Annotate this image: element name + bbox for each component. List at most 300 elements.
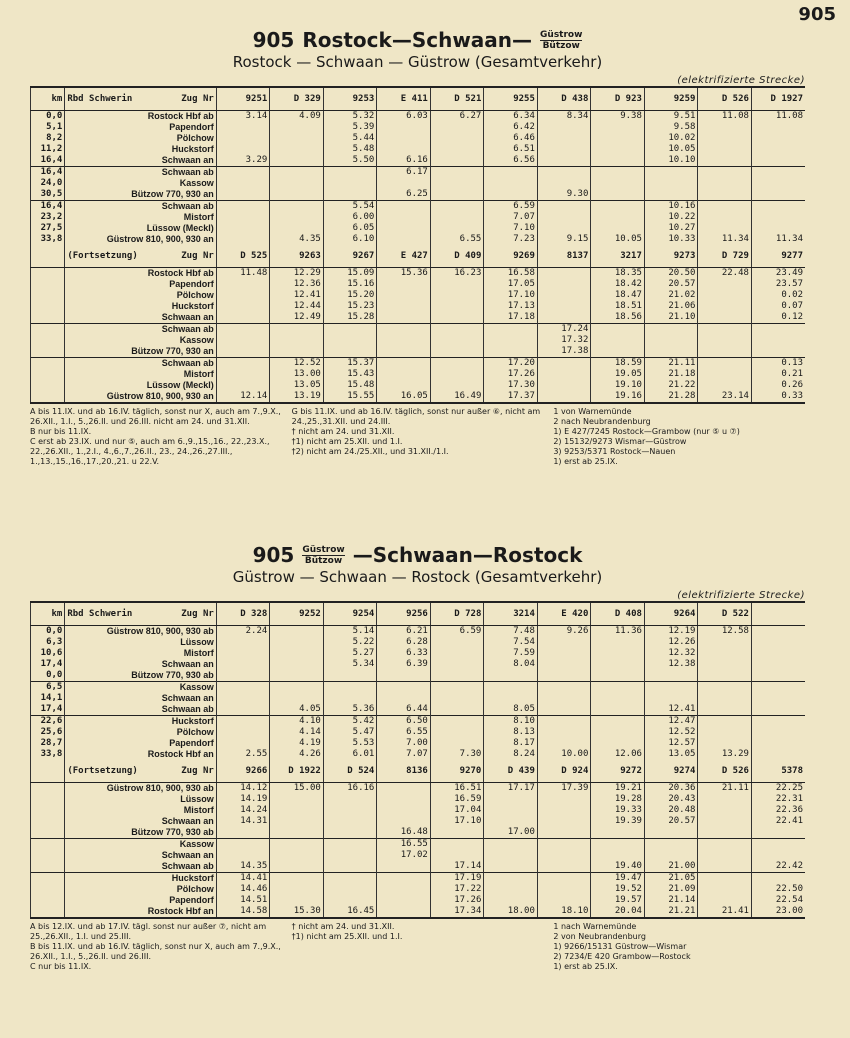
time-cell bbox=[216, 839, 270, 851]
time-cell: 0.02 bbox=[751, 290, 805, 301]
time-cell: 20.04 bbox=[591, 906, 645, 918]
table-row bbox=[31, 122, 806, 133]
time-cell: 10.05 bbox=[591, 234, 645, 245]
table-row bbox=[31, 704, 806, 716]
time-cell: 5.39 bbox=[323, 122, 377, 133]
time-cell bbox=[216, 369, 270, 380]
time-cell bbox=[698, 358, 752, 370]
time-cell: 13.19 bbox=[270, 391, 324, 403]
time-cell bbox=[323, 850, 377, 861]
notes-left bbox=[30, 407, 282, 467]
time-cell: 13.00 bbox=[270, 369, 324, 380]
time-cell: 23.00 bbox=[751, 906, 805, 918]
time-cell bbox=[591, 704, 645, 716]
time-cell bbox=[216, 827, 270, 839]
time-cell bbox=[270, 189, 324, 201]
time-cell bbox=[698, 380, 752, 391]
section-subtitle: Güstrow — Schwaan — Rostock (Gesamtverkehr) bbox=[232, 568, 603, 586]
time-cell bbox=[270, 693, 324, 704]
time-cell bbox=[216, 234, 270, 245]
time-cell bbox=[591, 335, 645, 346]
time-cell: 11.34 bbox=[698, 234, 752, 245]
time-cell bbox=[270, 682, 324, 694]
time-cell: 12.58 bbox=[698, 626, 752, 638]
time-cell bbox=[751, 648, 805, 659]
time-cell bbox=[698, 816, 752, 827]
time-cell bbox=[270, 850, 324, 861]
time-cell bbox=[430, 335, 484, 346]
time-cell: 21.11 bbox=[698, 783, 752, 795]
footnote: 2 von Neubrandenburg bbox=[553, 932, 646, 941]
time-cell bbox=[484, 167, 538, 179]
train-number: D 729 bbox=[698, 245, 752, 268]
time-cell bbox=[430, 358, 484, 370]
time-cell bbox=[270, 144, 324, 155]
time-cell bbox=[698, 895, 752, 906]
time-cell bbox=[537, 682, 591, 694]
time-cell bbox=[323, 189, 377, 201]
time-cell bbox=[430, 637, 484, 648]
notes-middle bbox=[292, 407, 544, 467]
time-cell: 6.03 bbox=[377, 111, 431, 123]
table-row bbox=[31, 850, 806, 861]
time-cell: 6.21 bbox=[377, 626, 431, 638]
time-cell bbox=[430, 133, 484, 144]
time-cell bbox=[591, 839, 645, 851]
time-cell: 4.35 bbox=[270, 234, 324, 245]
km-value: 25,6 bbox=[31, 727, 65, 738]
time-cell: 7.48 bbox=[484, 626, 538, 638]
time-cell bbox=[537, 839, 591, 851]
time-cell bbox=[644, 839, 698, 851]
time-cell: 16.55 bbox=[377, 839, 431, 851]
time-cell bbox=[216, 133, 270, 144]
km-value bbox=[31, 895, 65, 906]
time-cell bbox=[430, 716, 484, 728]
table-row bbox=[31, 682, 806, 694]
time-cell bbox=[751, 335, 805, 346]
station-name: Huckstorf bbox=[65, 301, 216, 312]
time-cell bbox=[537, 144, 591, 155]
time-cell bbox=[751, 212, 805, 223]
time-cell: 6.44 bbox=[377, 704, 431, 716]
time-cell: 13.05 bbox=[270, 380, 324, 391]
time-cell bbox=[323, 178, 377, 189]
train-number: D 408 bbox=[591, 602, 645, 626]
station-name: Rostock Hbf ab bbox=[65, 268, 216, 280]
km-value bbox=[31, 290, 65, 301]
km-value: 0,0 bbox=[31, 670, 65, 682]
time-cell bbox=[537, 693, 591, 704]
timetable bbox=[30, 86, 805, 404]
station-name: Schwaan an bbox=[65, 816, 216, 827]
time-cell bbox=[377, 794, 431, 805]
time-cell bbox=[698, 189, 752, 201]
time-cell: 12.41 bbox=[644, 704, 698, 716]
time-cell: 11.08 bbox=[751, 111, 805, 123]
time-cell: 17.10 bbox=[430, 816, 484, 827]
train-number: 8137 bbox=[537, 245, 591, 268]
time-cell bbox=[377, 234, 431, 245]
time-cell bbox=[270, 794, 324, 805]
time-cell: 4.10 bbox=[270, 716, 324, 728]
train-number: 8136 bbox=[377, 760, 431, 783]
time-cell: 6.59 bbox=[484, 201, 538, 213]
time-cell bbox=[430, 659, 484, 670]
time-cell: 12.32 bbox=[644, 648, 698, 659]
time-cell: 5.22 bbox=[323, 637, 377, 648]
time-cell: 6.42 bbox=[484, 122, 538, 133]
table-row bbox=[31, 268, 806, 280]
time-cell bbox=[484, 839, 538, 851]
time-cell: 19.10 bbox=[591, 380, 645, 391]
table-row bbox=[31, 861, 806, 873]
time-cell bbox=[591, 637, 645, 648]
station-name: Bützow 770, 930 ab bbox=[65, 827, 216, 839]
section-title bbox=[30, 543, 805, 567]
train-number: D 526 bbox=[698, 87, 752, 111]
table-row bbox=[31, 827, 806, 839]
header-row bbox=[31, 760, 806, 783]
time-cell bbox=[698, 861, 752, 873]
time-cell: 14.46 bbox=[216, 884, 270, 895]
time-cell bbox=[591, 346, 645, 358]
time-cell bbox=[591, 155, 645, 167]
time-cell: 12.41 bbox=[270, 290, 324, 301]
table-row bbox=[31, 201, 806, 213]
time-cell: 15.28 bbox=[323, 312, 377, 324]
table-row bbox=[31, 816, 806, 827]
km-value bbox=[31, 380, 65, 391]
time-cell bbox=[377, 335, 431, 346]
time-cell bbox=[270, 335, 324, 346]
time-cell: 22.25 bbox=[751, 783, 805, 795]
time-cell: 11.34 bbox=[751, 234, 805, 245]
time-cell: 7.00 bbox=[377, 738, 431, 749]
time-cell bbox=[216, 346, 270, 358]
km-value bbox=[31, 873, 65, 885]
km-value: 0,0 bbox=[31, 626, 65, 638]
table-row bbox=[31, 648, 806, 659]
time-cell: 8.05 bbox=[484, 704, 538, 716]
time-cell bbox=[377, 290, 431, 301]
time-cell: 8.34 bbox=[537, 111, 591, 123]
header-rbd bbox=[65, 602, 216, 626]
time-cell: 16.59 bbox=[430, 794, 484, 805]
time-cell bbox=[430, 346, 484, 358]
time-cell: 5.54 bbox=[323, 201, 377, 213]
table-row bbox=[31, 133, 806, 144]
train-number: 3214 bbox=[484, 602, 538, 626]
time-cell bbox=[377, 380, 431, 391]
time-cell bbox=[537, 670, 591, 682]
time-cell bbox=[751, 749, 805, 760]
footnote: 2) 15132/9273 Wismar—Güstrow bbox=[553, 437, 687, 446]
time-cell: 7.23 bbox=[484, 234, 538, 245]
time-cell bbox=[484, 682, 538, 694]
km-value: 16,4 bbox=[31, 201, 65, 213]
table-row bbox=[31, 659, 806, 670]
time-cell: 6.28 bbox=[377, 637, 431, 648]
train-number: 9272 bbox=[591, 760, 645, 783]
station-name: Schwaan an bbox=[65, 693, 216, 704]
time-cell bbox=[216, 727, 270, 738]
header-row bbox=[31, 87, 806, 111]
time-cell bbox=[751, 693, 805, 704]
table-row bbox=[31, 234, 806, 245]
km-value bbox=[31, 268, 65, 280]
station-name: Pölchow bbox=[65, 133, 216, 144]
time-cell: 19.40 bbox=[591, 861, 645, 873]
time-cell: 17.18 bbox=[484, 312, 538, 324]
time-cell bbox=[270, 816, 324, 827]
time-cell bbox=[430, 155, 484, 167]
time-cell bbox=[644, 178, 698, 189]
time-cell bbox=[377, 670, 431, 682]
time-cell: 22.48 bbox=[698, 268, 752, 280]
km-value: 23,2 bbox=[31, 212, 65, 223]
time-cell: 16.45 bbox=[323, 906, 377, 918]
km-value: 33,8 bbox=[31, 749, 65, 760]
header-rbd-label: Rbd Schwerin bbox=[67, 608, 133, 619]
footnote: 1) 9266/15131 Güstrow—Wismar bbox=[553, 942, 687, 951]
train-number: E 427 bbox=[377, 245, 431, 268]
time-cell bbox=[323, 167, 377, 179]
time-cell bbox=[698, 738, 752, 749]
time-cell: 22.41 bbox=[751, 816, 805, 827]
time-cell bbox=[591, 738, 645, 749]
time-cell: 6.27 bbox=[430, 111, 484, 123]
time-cell: 6.34 bbox=[484, 111, 538, 123]
notes-right bbox=[553, 922, 805, 972]
station-name: Papendorf bbox=[65, 738, 216, 749]
time-cell: 21.28 bbox=[644, 391, 698, 403]
time-cell: 5.34 bbox=[323, 659, 377, 670]
time-cell: 10.10 bbox=[644, 155, 698, 167]
time-cell: 18.35 bbox=[591, 268, 645, 280]
km-value: 6,3 bbox=[31, 637, 65, 648]
station-name: Pölchow bbox=[65, 884, 216, 895]
time-cell bbox=[430, 312, 484, 324]
time-cell: 20.48 bbox=[644, 805, 698, 816]
time-cell: 7.07 bbox=[484, 212, 538, 223]
station-name: Papendorf bbox=[65, 122, 216, 133]
time-cell bbox=[484, 670, 538, 682]
time-cell bbox=[751, 839, 805, 851]
time-cell bbox=[591, 659, 645, 670]
header-rbd-label: (Fortsetzung) bbox=[67, 765, 138, 776]
station-name: Güstrow 810, 900, 930 ab bbox=[65, 783, 216, 795]
time-cell: 19.39 bbox=[591, 816, 645, 827]
time-cell bbox=[537, 648, 591, 659]
time-cell bbox=[484, 816, 538, 827]
time-cell: 18.10 bbox=[537, 906, 591, 918]
km-value: 0,0 bbox=[31, 111, 65, 123]
train-number: 9254 bbox=[323, 602, 377, 626]
station-name: Kassow bbox=[65, 178, 216, 189]
time-cell bbox=[377, 693, 431, 704]
time-cell bbox=[537, 895, 591, 906]
time-cell bbox=[430, 839, 484, 851]
table-number: 905 bbox=[252, 28, 295, 52]
station-name: Huckstorf bbox=[65, 716, 216, 728]
time-cell bbox=[270, 659, 324, 670]
time-cell: 2.24 bbox=[216, 626, 270, 638]
time-cell bbox=[698, 693, 752, 704]
section-title bbox=[30, 28, 805, 52]
header-zug-label: Zug Nr bbox=[181, 765, 214, 776]
station-name: Schwaan ab bbox=[65, 201, 216, 213]
train-number: D 728 bbox=[430, 602, 484, 626]
time-cell bbox=[216, 358, 270, 370]
station-name: Kassow bbox=[65, 335, 216, 346]
km-value: 6,5 bbox=[31, 682, 65, 694]
time-cell: 14.24 bbox=[216, 805, 270, 816]
time-cell: 17.39 bbox=[537, 783, 591, 795]
table-row bbox=[31, 783, 806, 795]
time-cell: 19.28 bbox=[591, 794, 645, 805]
time-cell bbox=[751, 704, 805, 716]
station-name: Mistorf bbox=[65, 648, 216, 659]
time-cell bbox=[484, 189, 538, 201]
time-cell bbox=[430, 693, 484, 704]
time-cell: 15.16 bbox=[323, 279, 377, 290]
time-cell bbox=[377, 895, 431, 906]
footnote: †1) nicht am 25.XII. und 1.I. bbox=[291, 437, 403, 446]
footnote: † nicht am 24. und 31.XII. bbox=[291, 922, 395, 931]
table-row bbox=[31, 290, 806, 301]
train-number: 9259 bbox=[644, 87, 698, 111]
time-cell: 5.50 bbox=[323, 155, 377, 167]
time-cell bbox=[377, 178, 431, 189]
time-cell: 15.30 bbox=[270, 906, 324, 918]
time-cell bbox=[698, 884, 752, 895]
table-row bbox=[31, 279, 806, 290]
time-cell: 18.47 bbox=[591, 290, 645, 301]
km-value: 17,4 bbox=[31, 704, 65, 716]
time-cell bbox=[377, 369, 431, 380]
timetable-section-1 bbox=[30, 28, 805, 467]
time-cell bbox=[484, 324, 538, 336]
title-fraction bbox=[540, 30, 582, 51]
header-km bbox=[31, 245, 65, 268]
table-row bbox=[31, 312, 806, 324]
time-cell: 5.47 bbox=[323, 727, 377, 738]
notes-right bbox=[553, 407, 805, 467]
time-cell bbox=[270, 201, 324, 213]
time-cell bbox=[323, 861, 377, 873]
table-row bbox=[31, 670, 806, 682]
time-cell bbox=[323, 335, 377, 346]
time-cell bbox=[484, 873, 538, 885]
station-name: Mistorf bbox=[65, 212, 216, 223]
time-cell bbox=[537, 827, 591, 839]
time-cell: 16.23 bbox=[430, 268, 484, 280]
station-name: Güstrow 810, 900, 930 an bbox=[65, 391, 216, 403]
time-cell bbox=[751, 324, 805, 336]
train-number: D 438 bbox=[537, 87, 591, 111]
time-cell bbox=[216, 279, 270, 290]
time-cell bbox=[644, 827, 698, 839]
km-value bbox=[31, 346, 65, 358]
electrified-note: (elektrifizierte Strecke) bbox=[677, 75, 805, 86]
time-cell bbox=[216, 189, 270, 201]
time-cell: 21.09 bbox=[644, 884, 698, 895]
time-cell: 23.49 bbox=[751, 268, 805, 280]
time-cell bbox=[591, 212, 645, 223]
train-number: 9251 bbox=[216, 87, 270, 111]
time-cell bbox=[377, 346, 431, 358]
km-value bbox=[31, 369, 65, 380]
train-number: D 328 bbox=[216, 602, 270, 626]
time-cell bbox=[751, 637, 805, 648]
time-cell bbox=[430, 290, 484, 301]
time-cell: 11.36 bbox=[591, 626, 645, 638]
time-cell bbox=[430, 670, 484, 682]
time-cell bbox=[537, 279, 591, 290]
time-cell: 17.17 bbox=[484, 783, 538, 795]
footnotes bbox=[30, 407, 805, 467]
time-cell: 14.12 bbox=[216, 783, 270, 795]
timetable-section-2 bbox=[30, 543, 805, 972]
time-cell: 5.48 bbox=[323, 144, 377, 155]
time-cell bbox=[537, 727, 591, 738]
time-cell: 19.57 bbox=[591, 895, 645, 906]
time-cell bbox=[537, 369, 591, 380]
time-cell: 20.57 bbox=[644, 279, 698, 290]
time-cell: 4.09 bbox=[270, 111, 324, 123]
table-row bbox=[31, 212, 806, 223]
time-cell: 7.54 bbox=[484, 637, 538, 648]
time-cell: 16.51 bbox=[430, 783, 484, 795]
station-name: Lüssow (Meckl) bbox=[65, 380, 216, 391]
time-cell bbox=[270, 670, 324, 682]
time-cell bbox=[591, 167, 645, 179]
footnotes bbox=[30, 922, 805, 972]
time-cell: 18.59 bbox=[591, 358, 645, 370]
time-cell: 0.07 bbox=[751, 301, 805, 312]
train-number: 9273 bbox=[644, 245, 698, 268]
table-row bbox=[31, 794, 806, 805]
time-cell bbox=[430, 738, 484, 749]
time-cell bbox=[537, 312, 591, 324]
time-cell: 6.51 bbox=[484, 144, 538, 155]
time-cell bbox=[698, 223, 752, 234]
km-value bbox=[31, 861, 65, 873]
time-cell bbox=[430, 648, 484, 659]
time-cell bbox=[591, 133, 645, 144]
km-value: 11,2 bbox=[31, 144, 65, 155]
time-cell: 6.56 bbox=[484, 155, 538, 167]
time-cell bbox=[751, 178, 805, 189]
footnote: A bis 11.IX. und ab 16.IV. täglich, sonst nur X, auch am 7.,9.X., 26.XII., 1.I., 5.,26.II. und 26.III. nicht am 24. und 31.XII. bbox=[30, 407, 284, 426]
time-cell: 9.58 bbox=[644, 122, 698, 133]
km-value bbox=[31, 827, 65, 839]
time-cell bbox=[698, 716, 752, 728]
km-value bbox=[31, 816, 65, 827]
station-name: Rostock Hbf an bbox=[65, 906, 216, 918]
footnote: 1 von Warnemünde bbox=[553, 407, 632, 416]
table-row bbox=[31, 895, 806, 906]
time-cell bbox=[537, 167, 591, 179]
fraction-bottom: Bützow bbox=[304, 555, 343, 566]
footnote: 1) erst ab 25.IX. bbox=[553, 457, 618, 466]
station-name: Kassow bbox=[65, 839, 216, 851]
train-number: E 420 bbox=[537, 602, 591, 626]
time-cell: 22.31 bbox=[751, 794, 805, 805]
table-row bbox=[31, 873, 806, 885]
time-cell bbox=[484, 861, 538, 873]
